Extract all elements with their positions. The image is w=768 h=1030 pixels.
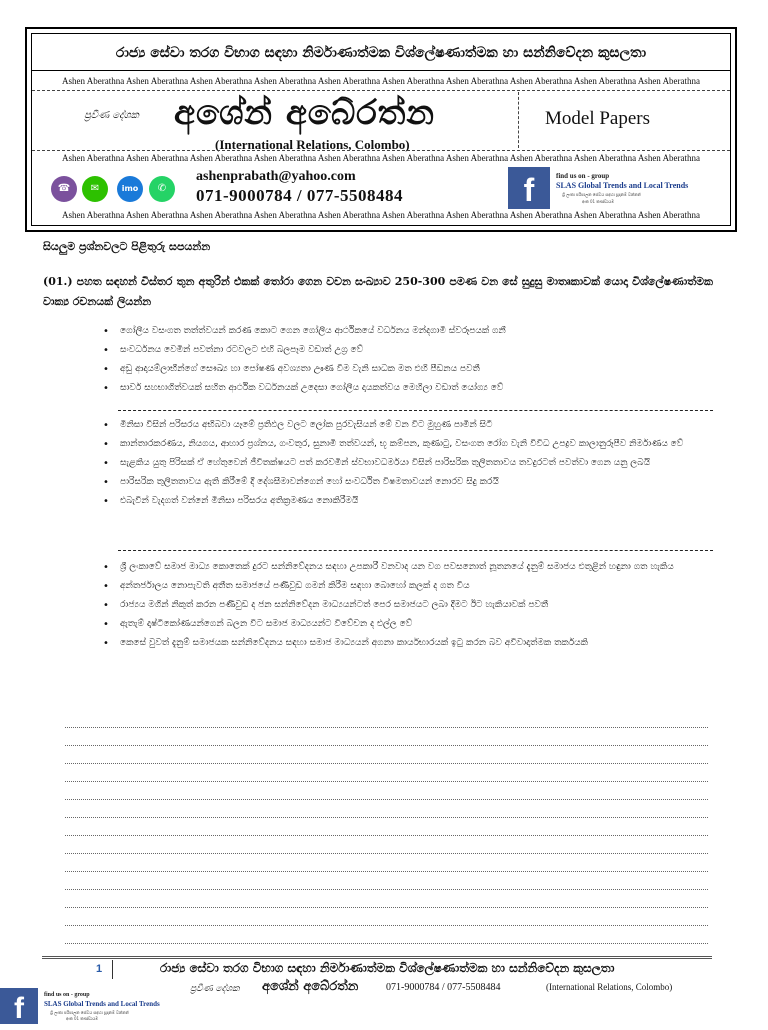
- bullet-icon: •: [103, 600, 109, 611]
- bullet-group-2: [103, 416, 708, 511]
- header-inner-border: [31, 33, 731, 226]
- bullet-icon: •: [103, 439, 109, 450]
- answer-line[interactable]: [65, 745, 708, 746]
- bullet-icon: •: [103, 326, 109, 337]
- bullet-icon: •: [103, 562, 109, 573]
- designation-label: ප්‍රවීණ දේශක: [84, 110, 139, 121]
- list-item: • රාජ්‍යය මගින් නිකුත් කරන පණිවුඩ ද ජන සන්නිවේදන මාධ්‍යයන්ටත් පෙර සමාජයට ලබා දීමට ඊට හැකියාවක් පවතී: [120, 596, 708, 615]
- bullet-icon: •: [103, 383, 109, 394]
- footer-divider: [112, 960, 113, 979]
- lecturer-name: අශේන් අබේරත්න: [174, 93, 436, 133]
- imo-icon[interactable]: imo: [117, 176, 143, 202]
- fb-find-us: find us on - group: [556, 172, 610, 180]
- header-title: රාජ්‍ය සේවා තරග විභාග සඳහා නිර්මාණාත්මක විශ්ලේෂණාත්මක හා සන්නිවේදන කුසලතා: [32, 36, 730, 71]
- watermark-line-2: Ashen Aberathna Ashen Aberathna Ashen Aberathna Ashen Aberathna Ashen Aberathna Ashen Aberathna Ashen Aberathna Ashen Aberathna Ashen Aberathna Ashen Aberathna: [61, 153, 701, 163]
- list-item: • පාරිසරික තුලිතතාවය ඇති කිරීමේ දී දේශසීමාවන්ගෙන් හෝ සංවර්ධිත විෂමතාවයන් නොරව සිදු කරයි: [120, 473, 708, 492]
- question-01: (01.) පහත සඳහන් විස්තර තුන අතුරින් එකක් තෝරා ගෙන වචන සංඛ්‍යාව 250-300 පමණ වන සේ සුදුසු මාතෘකාවක් යොදා විශ්ලේෂණාත්මක වාක්‍ය රචනයක් ලියන්න: [43, 275, 713, 308]
- answer-line[interactable]: [65, 727, 708, 728]
- list-item: • අන්තර්ජාලය නොපැවති අතීත සමාජයේ පණිවුඩ ගමන් කිරීම සඳහා බොහෝ කලක් ද ගත වීය: [120, 577, 708, 596]
- footer-fb-tagline: ශ්‍රී ලංකා පරිපාලන සේවය සඳහා සූදානම් වන්නන්: [50, 1010, 129, 1015]
- list-item: • ශ්‍රී ලංකාවේ සමාජ මාධ්‍ය කොතෙක් දුරට සන්නිවේදනය සඳහා උපකාරී වනවාද යන වග පවසනොත් නූතනයේ දැනුම් සමාජය එතුළින් හඳුනා ගත හැකිය: [120, 558, 708, 577]
- fb-group-name[interactable]: SLAS Global Trends and Local Trends: [556, 181, 689, 190]
- list-item: • කෙසේ වුවත් දැනුම් සමාජයක සන්නිවේදනය සඳහා සමාජ මාධ්‍යයන් අගනා කාර්යභාරයක් ඉටු කරන බව අවිවාදාත්මක තර්කයකි: [120, 634, 708, 653]
- bullet-icon: •: [103, 581, 109, 592]
- footer-name: අශේන් අබේරත්න: [262, 979, 359, 994]
- answer-line[interactable]: [65, 943, 708, 944]
- answer-line[interactable]: [65, 763, 708, 764]
- dashed-divider-1: [32, 90, 730, 91]
- footer-fb-small-note: අංක 01 කණ්ඩායම: [66, 1016, 99, 1021]
- list-item: • අඩු ආදායම්ලාභීන්ගේ සෞඛ්‍ය හා පෝෂණ අවශ්‍යතා ඌණ වීම වැනි සාධක මත එහි පීඩනය පවතී: [120, 360, 708, 379]
- instruction-text: සියලුම ප්‍රශ්නවලට පිළිතුරු සපයන්න: [43, 240, 211, 253]
- answer-line[interactable]: [65, 781, 708, 782]
- phone-numbers: 071-9000784 / 077-5508484: [196, 186, 404, 205]
- answer-line[interactable]: [65, 907, 708, 908]
- page-number: 1: [96, 963, 103, 975]
- footer-designation: ප්‍රවීණ දේශක: [190, 984, 240, 994]
- answer-line[interactable]: [65, 817, 708, 818]
- fb-small-note: අංක 01 කණ්ඩායම: [582, 199, 615, 204]
- bullet-icon: •: [103, 619, 109, 630]
- bullet-icon: •: [103, 364, 109, 375]
- dashed-separator-1: [118, 410, 713, 411]
- dashed-separator-2: [118, 550, 713, 551]
- answer-line[interactable]: [65, 853, 708, 854]
- list-item: • සංවර්ධනය වෙමින් පවත්නා රටවලට එහි බලපෑම වඩාත් උග්‍ර වේ: [120, 341, 708, 360]
- footer-title: රාජ්‍ය සේවා තරග විභාග සඳහා නිර්මාණාත්මක විශ්ලේෂණාත්මක හා සන්නිවේදන කුසලතා: [160, 961, 615, 975]
- dashed-divider-2: [32, 150, 730, 151]
- list-item: • සාර්ව සහභාගිත්වයක් සහිත ආර්ථික වර්ධනයක් උදෙසා ගෝලීය දායකත්වය මෙහිලා වඩාත් යෝග්‍ය වේ: [120, 379, 708, 398]
- model-papers-label: Model Papers: [545, 108, 651, 129]
- bullet-icon: •: [103, 496, 109, 507]
- watermark-line-1: Ashen Aberathna Ashen Aberathna Ashen Aberathna Ashen Aberathna Ashen Aberathna Ashen Aberathna Ashen Aberathna Ashen Aberathna Ashen Aberathna Ashen Aberathna: [61, 76, 701, 86]
- bullet-icon: •: [103, 477, 109, 488]
- list-item: • කාන්තාරකරණය, නියගය, ආහාර ප්‍රශ්නය, ගංවතුර, සුනාමි තත්වයන්, භූ කම්පන, කුණාටු, වසංගත රෝග වැනි විවිධ උපද්‍රව කාලානුරූපීව නිර්මාණය වේ: [120, 435, 708, 454]
- dashed-vertical-divider: [518, 92, 519, 148]
- fb-tagline: ශ්‍රී ලංකා පරිපාලන සේවය සඳහා සූදානම් වන්නන්: [562, 192, 641, 197]
- header-banner: [25, 27, 737, 232]
- list-item: • ඇතැම් දෘෂ්ටිකෝණයන්ගෙන් බලන විට සමාජ මාධ්‍යයන්ට විවේචන ද එල්ල වේ: [120, 615, 708, 634]
- answer-line[interactable]: [65, 889, 708, 890]
- answer-line[interactable]: [65, 835, 708, 836]
- facebook-icon[interactable]: f: [508, 167, 550, 209]
- viber-icon[interactable]: ☎: [51, 176, 77, 202]
- footer-rule: [42, 956, 712, 959]
- email-address[interactable]: ashenprabath@yahoo.com: [196, 169, 356, 184]
- wechat-icon[interactable]: ✉: [82, 176, 108, 202]
- footer-fb-group-name[interactable]: SLAS Global Trends and Local Trends: [44, 1000, 160, 1008]
- affiliation: (International Relations, Colombo): [215, 137, 410, 152]
- list-item: • ගෝලීය වසංගත තත්ත්වයන් කරණ කොට ගෙන ගෝලීය ආර්ථිකයේ වර්ධනය මන්දගාමී ස්වරූපයක් ගනී: [120, 322, 708, 341]
- list-item: • මිනිසා විසින් පරිසරය අභිබවා යෑමේ ප්‍රතිඵල වලට ලෝක පුරවැසියන් මේ වන විට මුහුණ පාමින් සිටී: [120, 416, 708, 435]
- footer-fb-find-us: find us on - group: [44, 992, 90, 998]
- bullet-icon: •: [103, 638, 109, 649]
- answer-line[interactable]: [65, 925, 708, 926]
- list-item: • සැළකිය යුතු පිරිසක් ඒ හේතුවෙන් ජීවිතක්ෂයට පත් කරවමින් ස්වභාවධර්මයා විසින් පාරිසරික තුලිතතාවය තවදුරටත් පවත්වා ගෙන යනු ලබයි: [120, 454, 708, 473]
- bullet-icon: •: [103, 420, 109, 431]
- bullet-group-3: [103, 558, 708, 653]
- facebook-icon[interactable]: f: [0, 988, 38, 1024]
- bullet-icon: •: [103, 345, 109, 356]
- whatsapp-icon[interactable]: ✆: [149, 176, 175, 202]
- answer-line[interactable]: [65, 799, 708, 800]
- bullet-icon: •: [103, 458, 109, 469]
- watermark-line-3: Ashen Aberathna Ashen Aberathna Ashen Aberathna Ashen Aberathna Ashen Aberathna Ashen Aberathna Ashen Aberathna Ashen Aberathna Ashen Aberathna Ashen Aberathna: [61, 210, 701, 220]
- footer-affiliation: (International Relations, Colombo): [546, 982, 673, 992]
- footer-phone: 071-9000784 / 077-5508484: [386, 982, 501, 993]
- list-item: • එබැවින් වැදගත් වන්නේ මිනිසා පරිසරය අතික්‍රමණය නොකිරීමයි: [120, 492, 708, 511]
- answer-line[interactable]: [65, 871, 708, 872]
- bullet-group-1: [103, 322, 708, 398]
